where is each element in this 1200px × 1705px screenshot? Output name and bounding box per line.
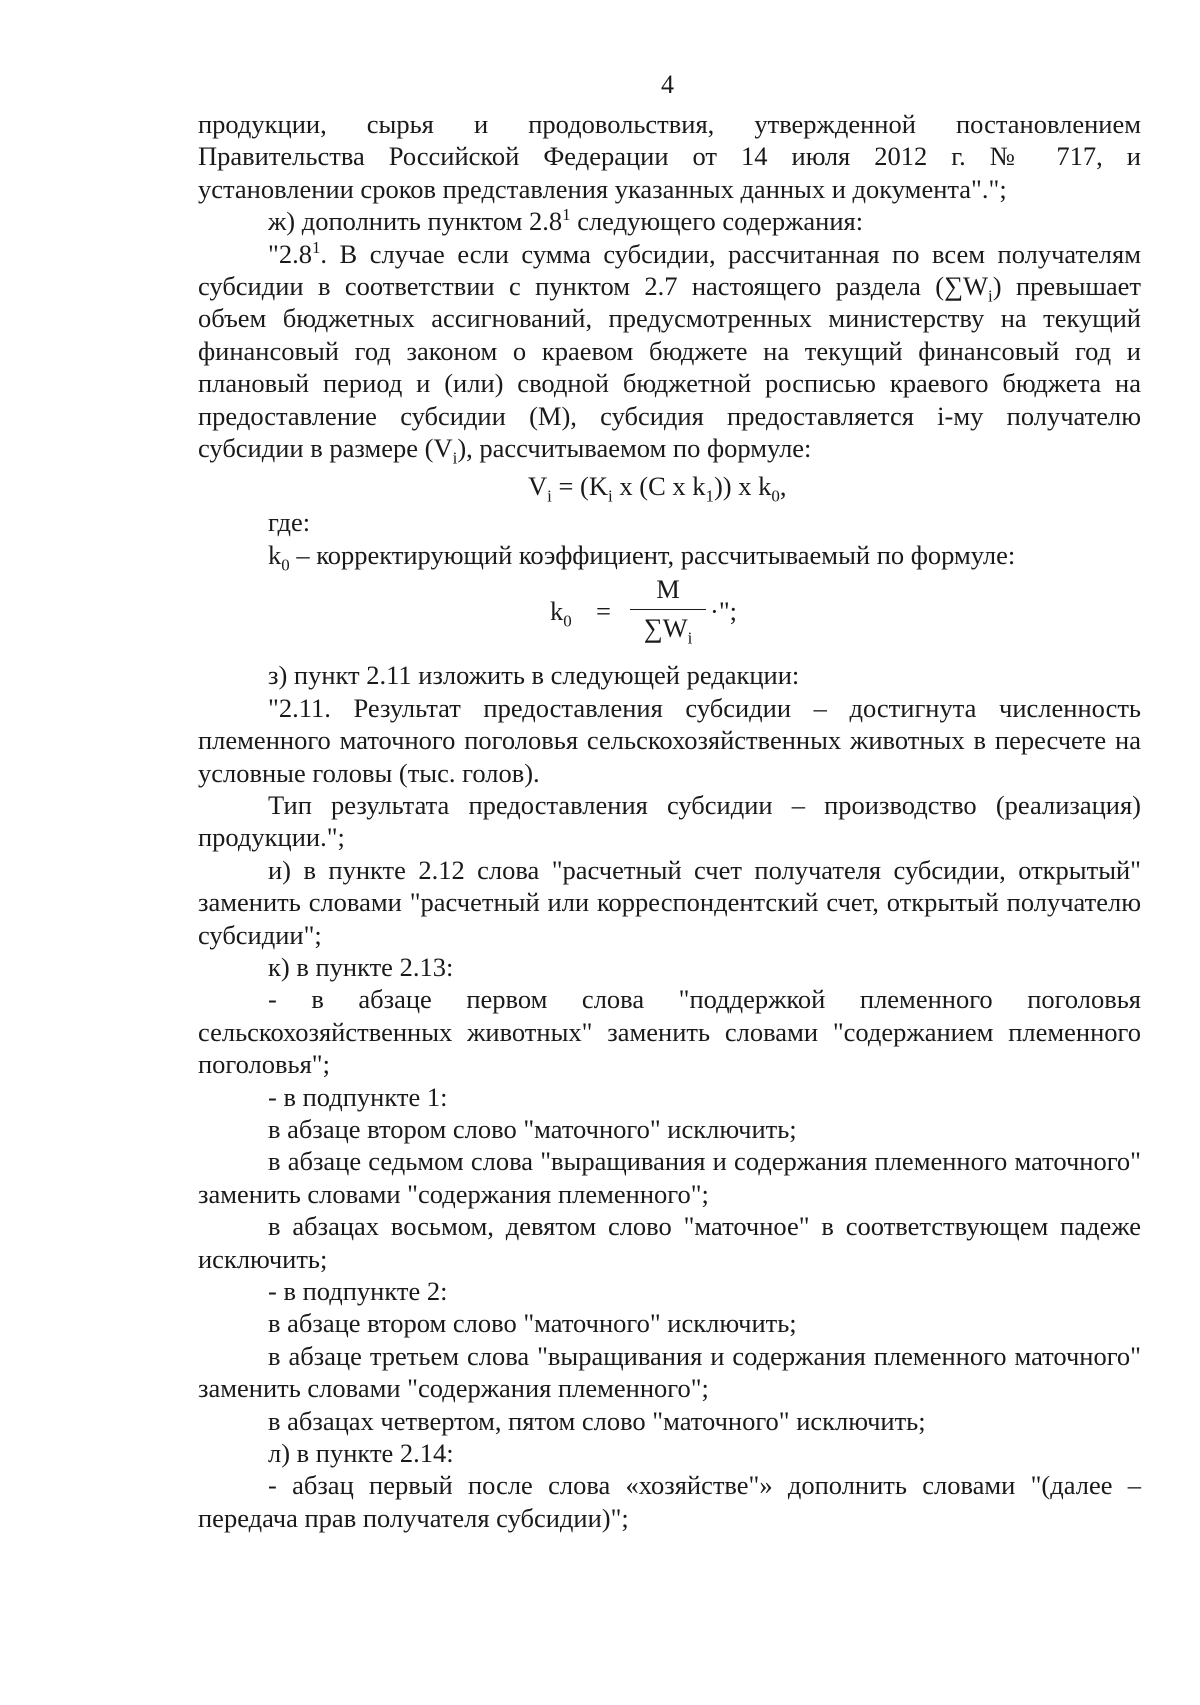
paragraph-z: з) пункт 2.11 изложить в следующей редакции: — [268, 660, 800, 691]
gde-line: где: — [268, 507, 311, 538]
formula-sub: i — [687, 628, 693, 648]
k0-definition — [198, 539, 1141, 575]
paragraph-l: л) в пункте 2.14: — [268, 1438, 454, 1469]
formula-part: , — [779, 471, 787, 502]
fraction-denominator — [630, 610, 706, 648]
text: . В случае если сумма субсидии, рассчитанная по всем получателям субсидии в соответствии с пунктом 2.7 настоящего раздела (∑W — [198, 238, 1141, 302]
formula-tail: ·"; — [710, 596, 738, 627]
text-line: продукции, сырья и продовольствия, утвержденной постановлением — [198, 109, 1141, 139]
text-line: Правительства Российской Федерации от 14 июля 2012 г. № 717, и — [198, 141, 1141, 172]
text: ж) дополнить пунктом 2.8 — [268, 206, 563, 237]
formula-part: )) x k — [713, 471, 772, 502]
paragraph-k-dash1: - в абзаце первом слова "поддержкой племенного поголовья сельскохозяйственных животных" заменить словами "содержанием племенного поголовья"; — [198, 984, 1141, 1080]
text: следующего содержания: — [570, 206, 864, 237]
paragraph-k-sub1: - в подпункте 1: — [268, 1081, 448, 1112]
text: ), рассчитываемом по формуле: — [457, 433, 812, 464]
formula-sub: 1 — [705, 486, 714, 506]
superscript: 1 — [311, 237, 321, 257]
paragraph-k-sub2-b: в абзаце третьем слова "выращивания и содержания племенного маточного" заменить словами "содержания племенного"; — [198, 1340, 1141, 1404]
subscript: i — [452, 448, 458, 468]
paragraph-tip: Тип результата предоставления субсидии – производство (реализация) продукции."; — [198, 789, 1141, 853]
page-number: 4 — [661, 70, 674, 99]
formula-lhs — [550, 595, 572, 631]
paragraph-2-11: "2.11. Результат предоставления субсидии – достигнута численность племенного маточного поголовья сельскохозяйственных животных в пересчете на условные головы (тыс. голов). — [198, 692, 1141, 788]
text: "2.8 — [268, 238, 312, 269]
paragraph-2-8-1 — [198, 237, 1141, 468]
formula-part: ∑W — [643, 613, 688, 644]
paragraph-k-sub1-a: в абзаце втором слово "маточного" исключить; — [268, 1113, 797, 1144]
text: ) превышает объем бюджетных ассигнований, предусмотренных министерству на текущий финансовый год законом о краевом бюджете на текущий финансовый год и плановый период и (или) сводной бюджетной росписью краевого бюджета на предоставление субсидии (M), субсидия предоставляется i-му получателю субсидии в размере (V — [198, 271, 1141, 464]
paragraph-k-sub2: - в подпункте 2: — [268, 1276, 448, 1306]
formula-part: = (K — [551, 471, 609, 502]
fraction-numerator: M — [656, 574, 680, 605]
formula-part: V — [528, 471, 548, 502]
paragraph-k-sub1-c: в абзацах восьмом, девятом слово "маточное" в соответствующем падеже исключить; — [198, 1211, 1141, 1274]
paragraph-k-sub2-c: в абзацах четвертом, пятом слово "маточного" исключить; — [268, 1405, 926, 1436]
paragraph-k-sub2-a: в абзаце втором слово "маточного" исключить; — [268, 1308, 797, 1339]
text-line: установлении сроков представления указанных данных и документа"."; — [198, 173, 1007, 204]
formula-equals: = — [596, 596, 611, 627]
text: – корректирующий коэффициент, рассчитываемый по формуле: — [289, 539, 1016, 570]
subscript: i — [988, 286, 993, 306]
formula-vi — [198, 466, 1141, 506]
formula-k0 — [198, 573, 1141, 655]
paragraph-l-dash1: - абзац первый после слова «хозяйстве"» дополнить словами "(далее – передача прав получателя субсидии)"; — [198, 1470, 1141, 1533]
paragraph-k: к) в пункте 2.13: — [268, 951, 454, 982]
formula-sub: 0 — [771, 486, 780, 506]
paragraph-zh — [198, 205, 1141, 237]
document-body — [198, 108, 1141, 1534]
formula-fraction — [630, 573, 706, 648]
paragraph-i: и) в пункте 2.12 слова "расчетный счет получателя субсидии, открытый" заменить словами "расчетный или корреспондентский счет, открытый получателю субсидии"; — [198, 854, 1141, 950]
formula-part: k — [550, 596, 564, 627]
formula-part: x (C x k — [612, 471, 706, 502]
text: k — [268, 539, 282, 570]
superscript: 1 — [562, 205, 571, 225]
paragraph-k-sub1-b: в абзаце седьмом слова "выращивания и содержания племенного маточного" заменить словами "содержания племенного"; — [198, 1146, 1141, 1209]
formula-sub: 0 — [563, 611, 572, 631]
subscript: 0 — [281, 555, 290, 575]
formula-sub: i — [547, 486, 552, 506]
formula-sub: i — [608, 486, 613, 506]
